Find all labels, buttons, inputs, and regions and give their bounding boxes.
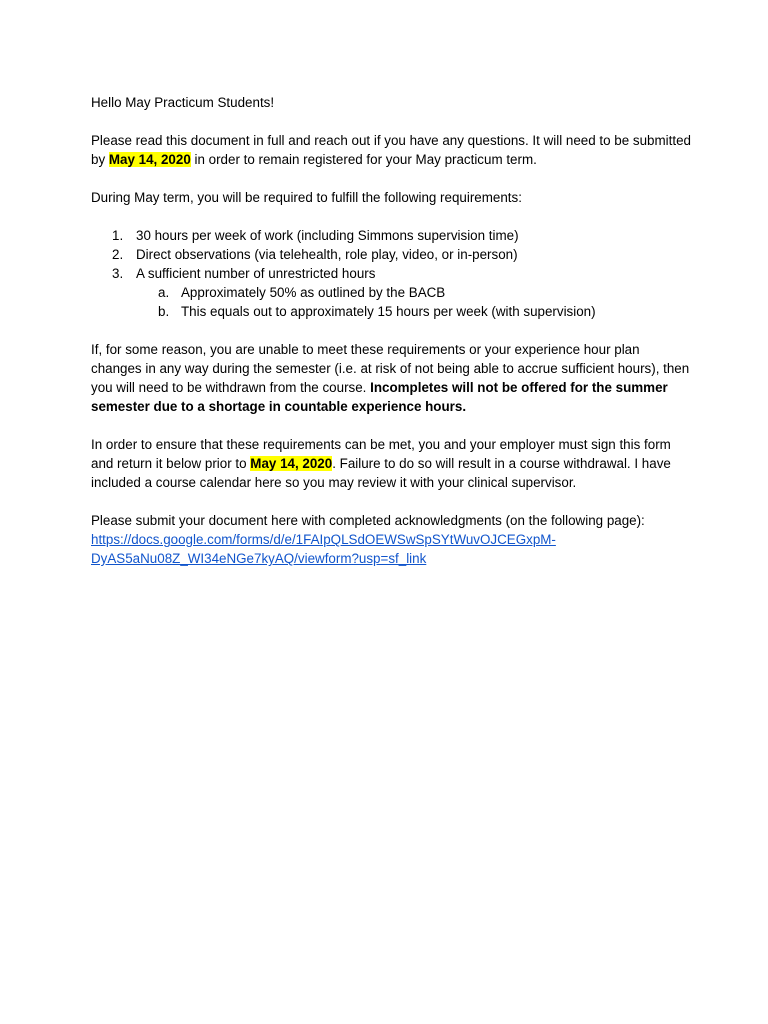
list-item-number: 1.	[112, 228, 124, 243]
paragraph-submission	[91, 131, 691, 169]
paragraph-submit-text: Please submit your document here with completed acknowledgments (on the following page):	[91, 513, 645, 528]
paragraph-submission-text-end: in order to remain registered for your May practicum term.	[190, 152, 537, 167]
list-item	[91, 264, 691, 321]
sub-list-item-text: Approximately 50% as outlined by the BACB	[181, 285, 446, 300]
sub-list-item	[136, 302, 691, 321]
list-item-number: 2.	[112, 247, 124, 262]
document-body	[91, 93, 691, 568]
deadline-highlight: May 14, 2020	[108, 152, 191, 167]
requirements-list	[91, 226, 691, 321]
list-item	[91, 245, 691, 264]
paragraph-requirements-intro: During May term, you will be required to fulfill the following requirements:	[91, 190, 522, 205]
deadline-highlight: May 14, 2020	[250, 456, 333, 471]
sub-list-item-text: This equals out to approximately 15 hours per week (with supervision)	[181, 304, 596, 319]
paragraph-signature-text-end: . Failure to do so will result in a course withdrawal. I have included a course calendar here so you may review it with your clinical supervisor.	[91, 456, 671, 490]
google-form-link[interactable]	[91, 530, 691, 568]
greeting: Hello May Practicum Students!	[91, 95, 275, 110]
list-item-text: Direct observations (via telehealth, role play, video, or in-person)	[136, 247, 518, 262]
list-item	[91, 226, 691, 245]
paragraph-submission-text: Please read this document in full and reach out if you have any questions. It will need to be submitted by	[91, 133, 691, 167]
paragraph-withdrawal	[91, 340, 691, 416]
link-line-1: https://docs.google.com/forms/d/e/1FAIpQLSdOEWSwSpSYtWuvOJCEGxpM-	[91, 532, 556, 547]
link-line-2: DyAS5aNu08Z_WI34eNGe7kyAQ/viewform?usp=sf_link	[91, 551, 427, 566]
paragraph-signature	[91, 435, 691, 492]
incompletes-warning: Incompletes will not be offered for the summer semester due to a shortage in countable experience hours.	[91, 380, 668, 414]
paragraph-withdrawal-text: If, for some reason, you are unable to meet these requirements or your experience hour plan changes in any way during the semester (i.e. at risk of not being able to accrue sufficient hours), then you will need to be withdrawn from the course.	[91, 342, 690, 395]
sub-list-item-letter: b.	[158, 304, 170, 319]
paragraph-signature-text: In order to ensure that these requirements can be met, you and your employer must sign this form and return it below prior to	[91, 437, 671, 471]
paragraph-submit	[91, 511, 691, 530]
sub-list-item	[136, 283, 691, 302]
list-item-number: 3.	[112, 266, 124, 281]
sub-list-item-letter: a.	[158, 285, 170, 300]
sub-requirements-list	[136, 283, 691, 321]
list-item-text: A sufficient number of unrestricted hours	[136, 266, 376, 281]
list-item-text: 30 hours per week of work (including Simmons supervision time)	[136, 228, 519, 243]
